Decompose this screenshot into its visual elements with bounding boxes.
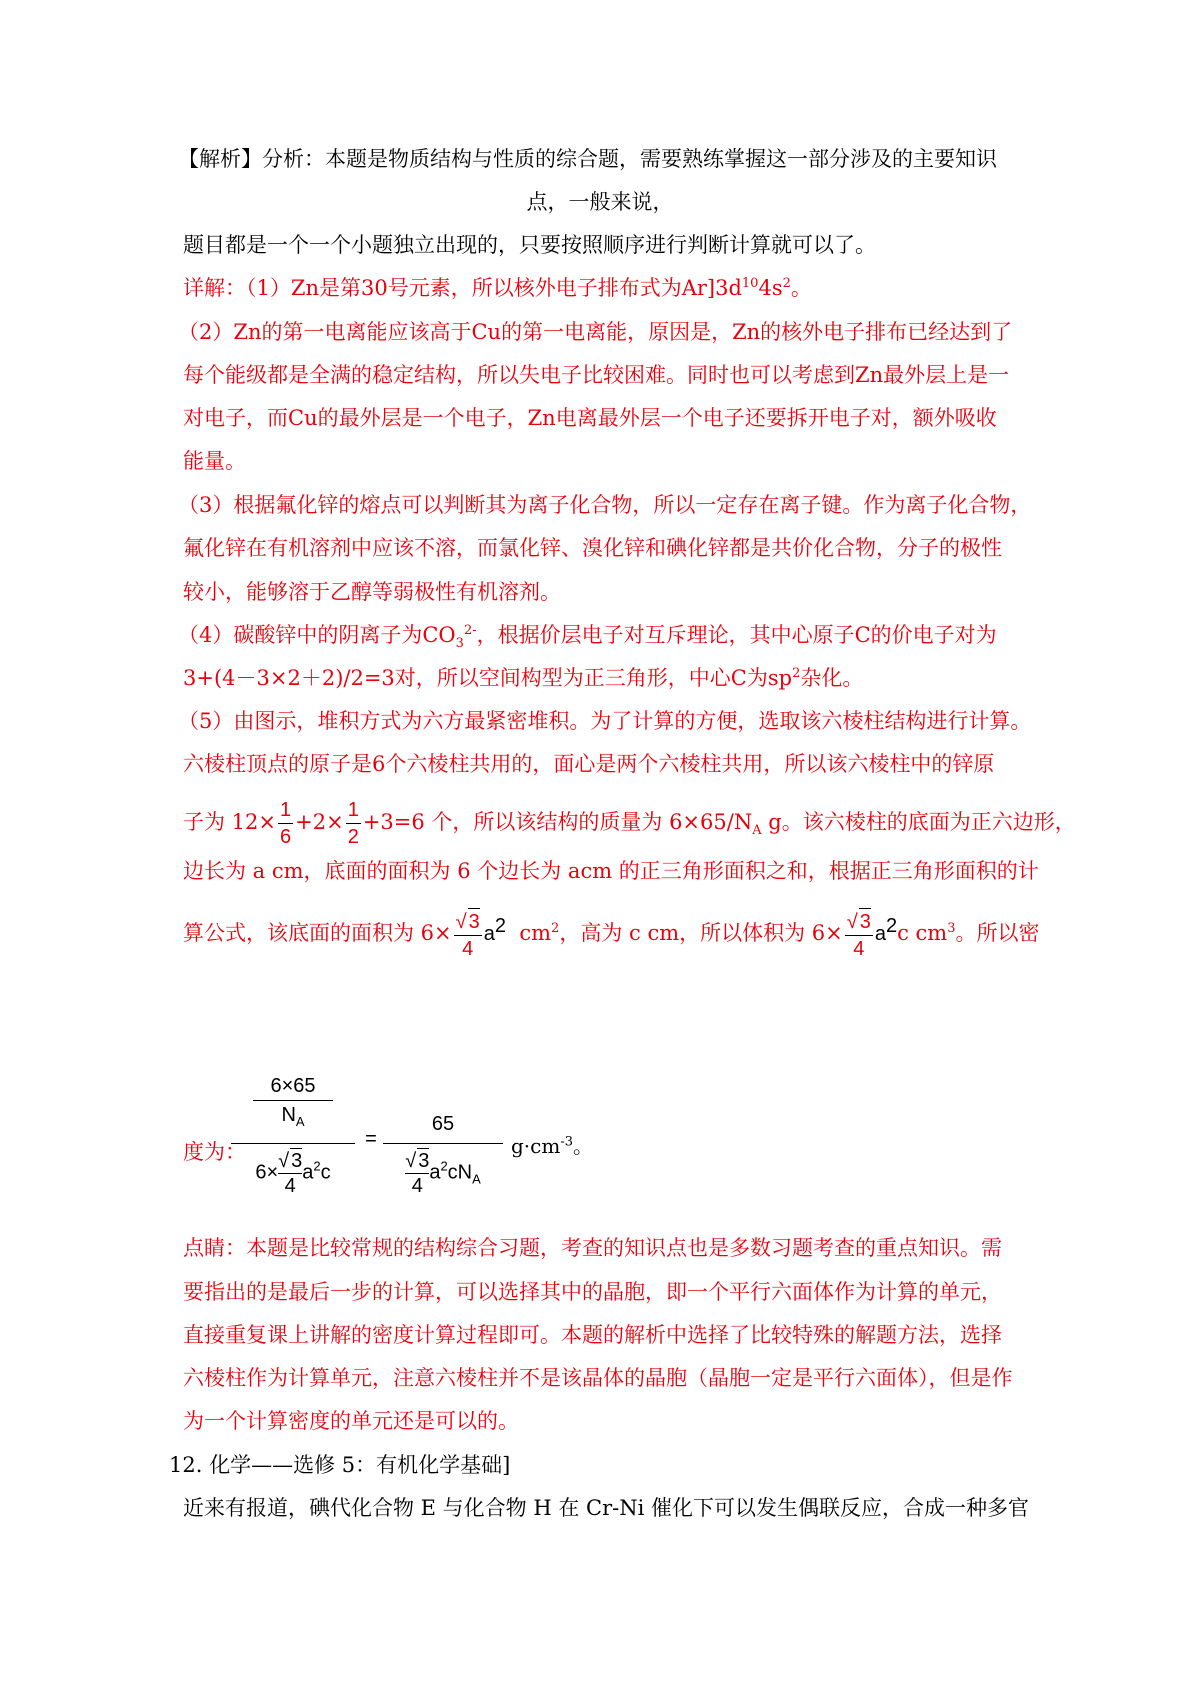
analysis-line-2: 点，一般来说，	[526, 190, 674, 214]
detail-part-3-line-2: 氟化锌在有机溶剂中应该不溶，而氯化锌、溴化锌和碘化锌都是共价化合物，分子的极性	[183, 536, 1002, 560]
detail-part-3-line-1: （3）根据氟化锌的熔点可以判断其为离子化合物，所以一定存在离子键。作为离子化合物，	[178, 493, 1032, 517]
detail-part-4-line-2: 3+(4－3×2＋2)/2=3对，所以空间构型为正三角形，中心C为$sp^2$杂化。	[183, 666, 864, 690]
eq-unit: $g\cdot cm^{-3}$。	[511, 1134, 593, 1158]
comment-line-3: 直接重复课上讲解的密度计算过程即可。本题的解析中选择了比较特殊的解题方法，选择	[183, 1323, 1002, 1347]
eq-top-numerator: 6×65 $N_A$	[253, 1072, 333, 1129]
detail-part-4-line-1: （4）碳酸锌中的阴离子为$CO_3^{2-}$，根据价层电子对互斥理论，其中心原子C的价电子对为	[178, 623, 997, 652]
analysis-line-1: 【解析】分析：本题是物质结构与性质的综合题，需要熟练掌握这一部分涉及的主要知识	[178, 147, 997, 171]
density-label: 度为：	[183, 1140, 246, 1164]
comment-line-5: 为一个计算密度的单元还是可以的。	[183, 1409, 519, 1433]
eq-equals: =	[365, 1128, 377, 1150]
eq-left-denominator: 6× $\frac{√ 3}{4}$ $a^2c$	[255, 1150, 331, 1197]
detail-part-2-line-3: 对电子，而Cu的最外层是一个电子，Zn电离最外层一个电子还要拆开电子对，额外吸收	[183, 406, 997, 430]
question-12-title: 12. 化学——选修 5：有机化学基础]	[169, 1453, 511, 1477]
analysis-line-3: 题目都是一个一个小题独立出现的，只要按照顺序进行判断计算就可以了。	[183, 233, 876, 257]
eq-right-bar	[383, 1143, 503, 1144]
eq-right-denominator: $\frac{√ 3}{4}$ $a^2cN_A$	[405, 1150, 481, 1197]
detail-part-2-line-1: （2）Zn的第一电离能应该高于Cu的第一电离能，原因是，Zn的核外电子排布已经达到了	[178, 320, 1013, 344]
detail-part-2-line-4: 能量。	[183, 449, 246, 473]
fraction-sqrt3-over-4-volume: $\frac{√ 3}{4}$	[845, 908, 873, 962]
detail-part-5-line-4: 边长为 a cm，底面的面积为 6 个边长为 acm 的正三角形面积之和，根据正三角形面积的计	[183, 859, 1039, 883]
detail-part-5-line-3: 子为 12× $\frac{1}{6}$ +2× $\frac{1}{2}$ +3=6 个，所以该结构的质量为 $6\times 65/N_A$ g。该六棱柱的底面为正六边形，	[183, 799, 1076, 848]
fraction-one-sixth: $\frac{1}{6}$	[280, 799, 292, 848]
eq-right-numerator: 65	[431, 1113, 455, 1135]
eq-left-bar	[231, 1143, 355, 1144]
detail-part-3-line-3: 较小，能够溶于乙醇等弱极性有机溶剂。	[183, 580, 561, 604]
fraction-one-half: $\frac{1}{2}$	[347, 799, 359, 848]
detail-part-5-line-2: 六棱柱顶点的原子是6个六棱柱共用的，面心是两个六棱柱共用，所以该六棱柱中的锌原	[183, 752, 995, 776]
detail-part-5-line-5: 算公式，该底面的面积为 6× $\frac{√ 3}{4}$ $a^2$ $cm^2$，高为 c cm，所以体积为 6× $\frac{√ 3}{4}$ $a^2c$ $cm^3$。所以密	[183, 898, 1040, 969]
detail-part-2-line-2: 每个能级都是全满的稳定结构，所以失电子比较困难。同时也可以考虑到Zn最外层上是一	[183, 363, 1010, 387]
detail-part-5-line-1: （5）由图示，堆积方式为六方最紧密堆积。为了计算的方便，选取该六棱柱结构进行计算。	[178, 709, 1032, 733]
comment-line-1: 点睛：本题是比较常规的结构综合习题，考查的知识点也是多数习题考查的重点知识。需	[183, 1236, 1002, 1260]
comment-line-4: 六棱柱作为计算单元，注意六棱柱并不是该晶体的晶胞（晶胞一定是平行六面体），但是作	[183, 1366, 1013, 1390]
detail-part-1: 详解：（1）Zn是第30号元素，所以核外电子排布式为$Ar]3d^{10}4s^2$。	[183, 276, 812, 300]
fraction-sqrt3-over-4-area: $\frac{√ 3}{4}$	[454, 908, 482, 962]
comment-line-2: 要指出的是最后一步的计算，可以选择其中的晶胞，即一个平行六面体作为计算的单元，	[183, 1280, 1002, 1304]
question-12-intro: 近来有报道，碘代化合物 E 与化合物 H 在 Cr-Ni 催化下可以发生偶联反应，合成一种多官	[183, 1496, 1029, 1520]
